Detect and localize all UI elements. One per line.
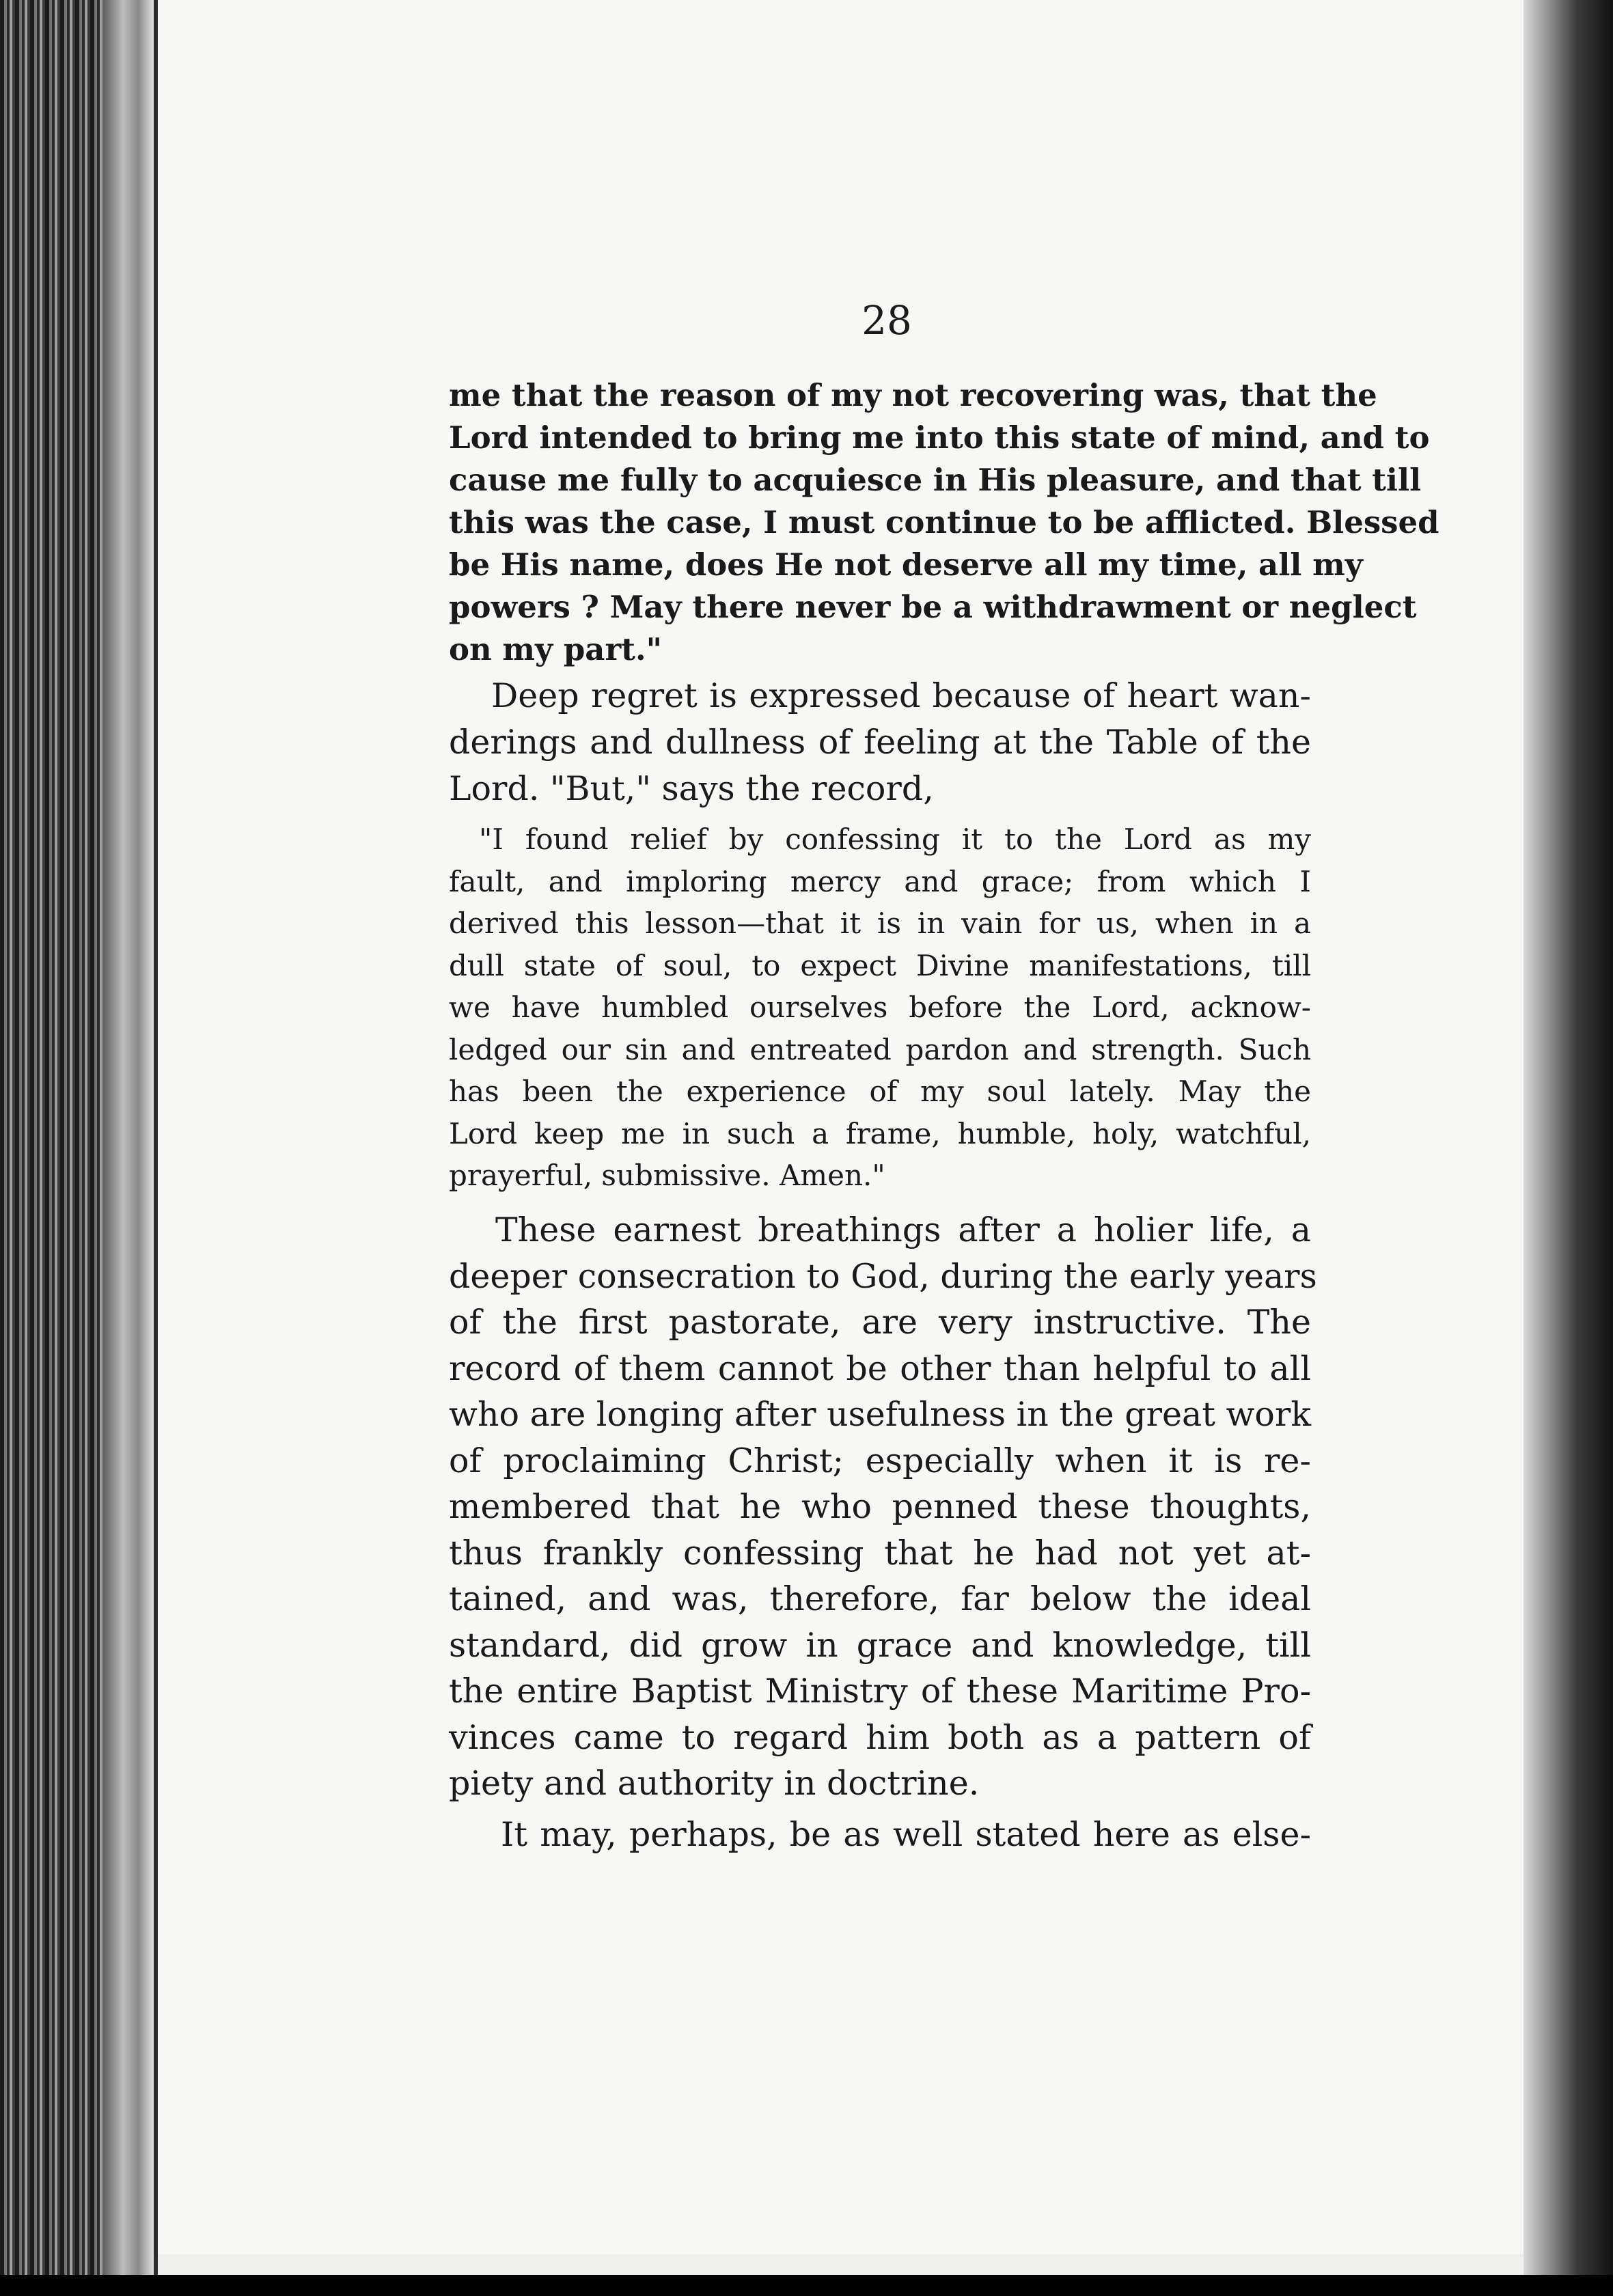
text-line: dull state of soul, to expect Divine manifestations, till [449,948,1311,982]
text-line: tained, and was, therefore, far below the ideal [449,1579,1311,1618]
book-gutter [102,0,154,2296]
text-line: deeper consecration to God, during the early years [449,1256,1317,1296]
paragraph-breathings [449,1207,1317,1807]
text-line: Deep regret is expressed because of heart wan- [491,676,1311,715]
text-line: record of them cannot be other than helpful to all [449,1348,1311,1388]
text-line: It may, perhaps, be as well stated here as else- [501,1815,1311,1854]
page-number: 28 [861,297,912,344]
text-line: has been the experience of my soul lately. May the [449,1075,1311,1108]
paragraph-closing [449,1812,1311,1858]
text-line: Lord intended to bring me into this state of mind, and to [449,419,1430,456]
text-line: standard, did grow in grace and knowledge, till [449,1625,1311,1665]
text-line: Lord. "But," says the record, [449,769,934,808]
text-line: of proclaiming Christ; especially when it is re- [449,1441,1311,1480]
scan-bottom-bar [0,2275,1613,2296]
text-line: me that the reason of my not recovering was, that the [449,377,1377,413]
text-line: ledged our sin and entreated pardon and strength. Such [449,1032,1311,1066]
text-line: this was the case, I must continue to be afflicted. Blessed [449,504,1439,540]
text-line: membered that he who penned these thoughts, [449,1487,1311,1526]
book-cover-shadow [1524,0,1613,2296]
text-line: be His name, does He not deserve all my time, all my [449,547,1363,583]
text-line: of the first pastorate, are very instructive. The [449,1303,1311,1342]
text-line: piety and authority in doctrine. [449,1764,980,1803]
text-line: the entire Baptist Ministry of these Maritime Pro- [449,1672,1311,1711]
paragraph-regret [449,673,1311,812]
text-line: who are longing after usefulness in the great work [449,1395,1312,1434]
text-line: thus frankly confessing that he had not yet at- [449,1533,1311,1573]
text-line: derived this lesson—that it is in vain for us, when in a [449,907,1311,940]
text-line: "I found relief by confessing it to the Lord as my [479,822,1311,856]
text-line: cause me fully to acquiesce in His pleasure, and that till [449,462,1422,498]
text-line: fault, and imploring mercy and grace; from which I [449,864,1311,898]
text-line: on my part." [449,631,663,667]
text-line: vinces came to regard him both as a pattern of [449,1717,1311,1757]
block-quote [449,818,1311,1197]
paragraph-continuation [449,374,1439,671]
text-line: we have humbled ourselves before the Lord, acknow- [449,991,1311,1024]
text-line: prayerful, submissive. Amen." [449,1159,885,1192]
text-line: These earnest breathings after a holier life, a [495,1211,1311,1249]
text-line: Lord keep me in such a frame, humble, holy, watchful, [449,1116,1311,1150]
text-line: powers ? May there never be a withdrawment or neglect [449,589,1417,625]
text-line: derings and dullness of feeling at the Table of the [449,723,1311,762]
